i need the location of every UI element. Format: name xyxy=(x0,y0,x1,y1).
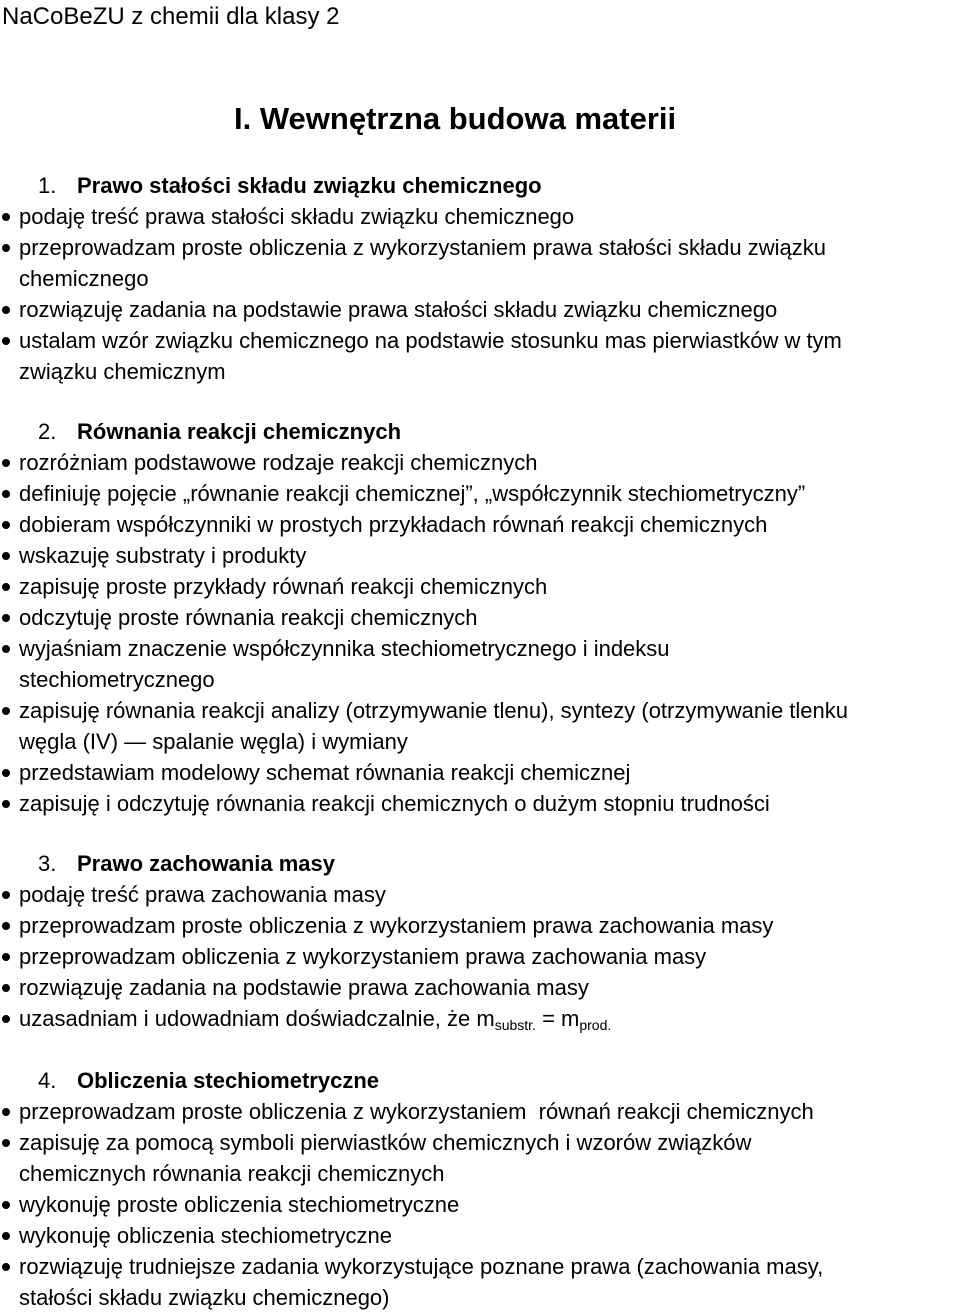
list-item xyxy=(0,478,960,509)
section-4 xyxy=(0,1065,960,1313)
list-item xyxy=(0,447,960,478)
bullet-icon xyxy=(2,306,10,314)
section-heading xyxy=(0,1065,960,1096)
bullet-icon xyxy=(2,645,10,653)
list-item xyxy=(0,972,960,1003)
list-item-text: definiuję pojęcie „równanie reakcji chemicznej”, „współczynnik stechiometryczny” xyxy=(19,481,806,506)
subscript-substrate: substr. xyxy=(494,1017,536,1033)
bullet-icon xyxy=(2,1108,10,1116)
bullet-icon xyxy=(2,521,10,529)
list-item-text: ustalam wzór związku chemicznego na podstawie stosunku mas pierwiastków w tym związku chemicznym xyxy=(19,328,842,384)
list-item xyxy=(0,602,960,633)
bullet-icon xyxy=(2,707,10,715)
list-item-text: przeprowadzam proste obliczenia z wykorzystaniem równań reakcji chemicznych xyxy=(19,1099,814,1124)
list-item-text: rozwiązuję zadania na podstawie prawa zachowania masy xyxy=(19,975,589,1000)
section-heading xyxy=(0,170,960,201)
bullet-icon xyxy=(2,1232,10,1240)
list-item-text: przedstawiam modelowy schemat równania reakcji chemicznej xyxy=(19,760,631,785)
bullet-icon xyxy=(2,337,10,345)
bullet-icon xyxy=(2,459,10,467)
list-item-text: przeprowadzam obliczenia z wykorzystaniem prawa zachowania masy xyxy=(19,944,707,969)
bullet-icon xyxy=(2,1139,10,1147)
formula-prefix: uzasadniam i udowadniam doświadczalnie, że m xyxy=(19,1006,495,1031)
list-item xyxy=(0,1251,960,1313)
bullet-icon xyxy=(2,583,10,591)
section-1 xyxy=(0,170,960,387)
list-item-text: wykonuję obliczenia stechiometryczne xyxy=(19,1223,392,1248)
item-list xyxy=(0,1096,960,1313)
list-item-text: rozwiązuję trudniejsze zadania wykorzystujące poznane prawa (zachowania masy, stałości składu związku chemicznego) xyxy=(19,1254,824,1310)
list-item-text: przeprowadzam proste obliczenia z wykorzystaniem prawa zachowania masy xyxy=(19,913,774,938)
bullet-icon xyxy=(2,891,10,899)
list-item-text: odczytuję proste równania reakcji chemicznych xyxy=(19,605,478,630)
list-item xyxy=(0,201,960,232)
list-item-text: podaję treść prawa stałości składu związku chemicznego xyxy=(19,204,575,229)
list-item xyxy=(0,1127,960,1189)
section-title: Równania reakcji chemicznych xyxy=(77,419,402,444)
item-list xyxy=(0,201,960,387)
bullet-icon xyxy=(2,244,10,252)
item-list xyxy=(0,447,960,819)
list-item xyxy=(0,879,960,910)
section-heading xyxy=(0,848,960,879)
bullet-icon xyxy=(2,1201,10,1209)
bullet-icon xyxy=(2,552,10,560)
list-item xyxy=(0,1189,960,1220)
document-header-title: NaCoBeZU z chemii dla klasy 2 xyxy=(2,3,340,30)
bullet-icon xyxy=(2,984,10,992)
list-item xyxy=(0,509,960,540)
list-item-formula xyxy=(0,1003,960,1034)
list-item-text: wyjaśniam znaczenie współczynnika stechiometrycznego i indeksu stechiometrycznego xyxy=(19,636,670,692)
bullet-icon xyxy=(2,614,10,622)
list-item-text: zapisuję za pomocą symboli pierwiastków chemicznych i wzorów związków chemicznych równania reakcji chemicznych xyxy=(19,1130,752,1186)
bullet-icon xyxy=(2,953,10,961)
bullet-icon xyxy=(2,922,10,930)
list-item xyxy=(0,1096,960,1127)
bullet-icon xyxy=(2,769,10,777)
section-heading xyxy=(0,416,960,447)
subscript-product: prod. xyxy=(579,1017,612,1033)
list-item xyxy=(0,1220,960,1251)
list-item-text xyxy=(19,1003,960,1034)
section-3 xyxy=(0,848,960,1034)
section-number: 1. xyxy=(38,173,57,198)
list-item xyxy=(0,941,960,972)
list-item-text: wykonuję proste obliczenia stechiometryczne xyxy=(19,1192,460,1217)
section-title: Prawo stałości składu związku chemicznego xyxy=(77,173,542,198)
list-item-text: rozwiązuję zadania na podstawie prawa stałości składu związku chemicznego xyxy=(19,297,778,322)
list-item-text: dobieram współczynniki w prostych przykładach równań reakcji chemicznych xyxy=(19,512,768,537)
list-item xyxy=(0,788,960,819)
list-item xyxy=(0,540,960,571)
section-number: 2. xyxy=(38,419,57,444)
section-title: Obliczenia stechiometryczne xyxy=(77,1068,379,1093)
list-item xyxy=(0,910,960,941)
chapter-title: I. Wewnętrzna budowa materii xyxy=(234,101,677,136)
bullet-icon xyxy=(2,800,10,808)
list-item xyxy=(0,232,960,294)
bullet-icon xyxy=(2,1015,10,1023)
list-item xyxy=(0,633,960,695)
formula-middle: = m xyxy=(535,1006,580,1031)
list-item-text: wskazuję substraty i produkty xyxy=(19,543,307,568)
list-item-text: rozróżniam podstawowe rodzaje reakcji chemicznych xyxy=(19,450,538,475)
list-item-text: podaję treść prawa zachowania masy xyxy=(19,882,386,907)
bullet-icon xyxy=(2,490,10,498)
section-number: 4. xyxy=(38,1068,57,1093)
list-item xyxy=(0,571,960,602)
list-item xyxy=(0,695,960,757)
list-item-text: zapisuję równania reakcji analizy (otrzymywanie tlenu), syntezy (otrzymywanie tlenku węgla (IV) — spalanie węgla) i wymiany xyxy=(19,698,848,754)
list-item xyxy=(0,294,960,325)
list-item xyxy=(0,757,960,788)
section-number: 3. xyxy=(38,851,57,876)
list-item-text: zapisuję i odczytuję równania reakcji chemicznych o dużym stopniu trudności xyxy=(19,791,770,816)
section-title: Prawo zachowania masy xyxy=(77,851,335,876)
list-item-text: przeprowadzam proste obliczenia z wykorzystaniem prawa stałości składu związku chemicznego xyxy=(19,235,826,291)
item-list xyxy=(0,879,960,1034)
section-2 xyxy=(0,416,960,819)
bullet-icon xyxy=(2,1263,10,1271)
list-item-text: zapisuję proste przykłady równań reakcji chemicznych xyxy=(19,574,548,599)
list-item xyxy=(0,325,960,387)
bullet-icon xyxy=(2,213,10,221)
